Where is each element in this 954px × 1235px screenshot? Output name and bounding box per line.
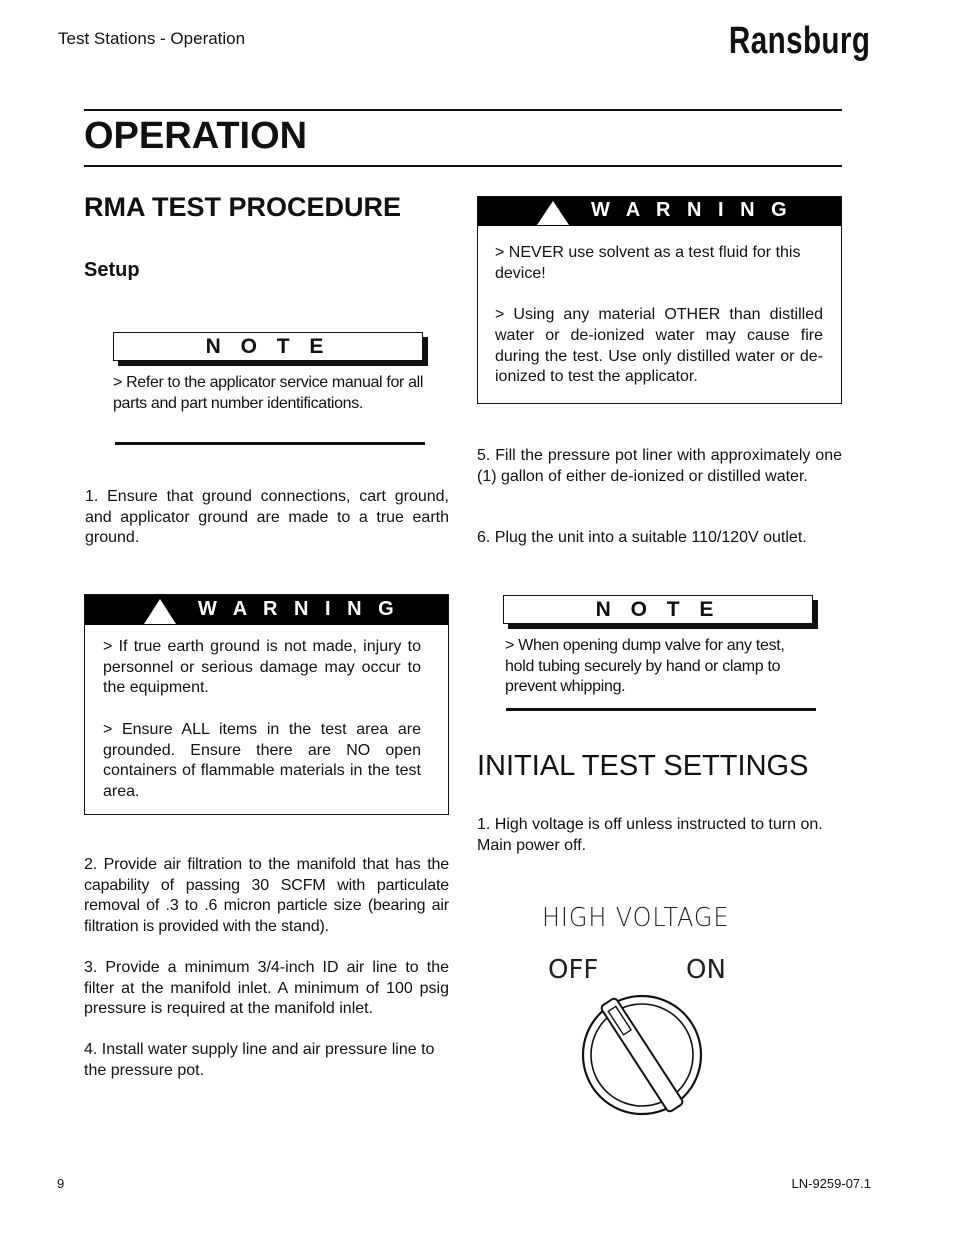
- step-5: [477, 446, 842, 487]
- note-text: > Refer to the applicator service manual for all parts and part number identifications.: [113, 374, 424, 412]
- warning-paragraph-1: > If true earth ground is not made, injury to personnel or serious damage may occur to the equipment.: [103, 638, 421, 697]
- warning-label: W A R N I N G: [591, 199, 793, 221]
- note-bottom-rule: [115, 442, 425, 445]
- warning-label: W A R N I N G: [198, 598, 400, 620]
- step-3-text: 3. Provide a minimum 3/4-inch ID air line to the filter at the manifold inlet. A minimum of 100 psig pressure is required at the manifold inlet.: [84, 959, 449, 1018]
- step-3: [84, 958, 449, 1020]
- warning-paragraph-1: > NEVER use solvent as a test fluid for this device!: [495, 244, 801, 282]
- step-2: [84, 855, 449, 938]
- step-2-text: 2. Provide air filtration to the manifold that has the capability of passing 30 SCFM with particulate removal of .3 to .6 micron particle size (bearing air filtration is provided with the stand).: [84, 856, 449, 936]
- note-text: > When opening dump valve for any test, hold tubing securely by hand or clamp to prevent whipping.: [505, 637, 785, 696]
- step-4-text: 4. Install water supply line and air pressure line to the pressure pot.: [84, 1041, 435, 1079]
- rotary-knob-icon: [580, 994, 704, 1118]
- warning-triangle-icon: [143, 598, 177, 625]
- warning-paragraph-2: > Using any material OTHER than distilled water or de-ionized water may cause fire during the test. Use only distilled water or de-ionized to test the applicator.: [495, 306, 823, 386]
- note-label: N O T E: [205, 335, 331, 358]
- step-1-text: 1. Ensure that ground connections, cart ground, and applicator ground are made to a true earth ground.: [85, 488, 449, 547]
- subheading-setup: Setup: [84, 259, 140, 281]
- step-hv-text: 1. High voltage is off unless instructed to turn on. Main power off.: [477, 816, 823, 854]
- warning-header: [478, 197, 841, 226]
- warning-paragraph-2: > Ensure ALL items in the test area are grounded. Ensure there are NO open containers of flammable materials in the test area.: [103, 720, 421, 800]
- note-label-box: [503, 595, 813, 624]
- warning-box-ground: [84, 594, 449, 815]
- warning-triangle-icon: [536, 200, 570, 226]
- step-hv: [477, 815, 847, 856]
- figure-label-on: ON: [686, 955, 726, 985]
- title-rule: [84, 165, 842, 167]
- running-header: Test Stations - Operation: [58, 29, 246, 48]
- section-heading-initial-settings: INITIAL TEST SETTINGS: [477, 750, 809, 782]
- section-heading-rma: RMA TEST PROCEDURE: [84, 192, 402, 222]
- figure-title: HIGH VOLTAGE: [542, 903, 730, 933]
- note-label-box: [113, 332, 423, 361]
- top-rule: [84, 109, 842, 111]
- warning-header: [85, 595, 448, 625]
- warning-box-solvent: [477, 196, 842, 404]
- brand-logo: Ransburg: [728, 20, 870, 62]
- note-bottom-rule: [506, 708, 816, 711]
- document-id: LN-9259-07.1: [791, 1176, 871, 1191]
- step-5-text: 5. Fill the pressure pot liner with approximately one (1) gallon of either de-ionized or distilled water.: [477, 447, 842, 485]
- page-number: 9: [57, 1176, 65, 1191]
- figure-label-off: OFF: [548, 955, 599, 985]
- page-title: OPERATION: [84, 115, 308, 157]
- high-voltage-switch-figure: [540, 900, 760, 1120]
- step-6: [477, 528, 842, 549]
- step-6-text: 6. Plug the unit into a suitable 110/120V outlet.: [477, 529, 807, 546]
- step-4: [84, 1040, 449, 1081]
- step-1: [85, 487, 449, 549]
- note-label: N O T E: [595, 598, 721, 621]
- warning-text: [103, 637, 421, 803]
- warning-text: [495, 243, 823, 388]
